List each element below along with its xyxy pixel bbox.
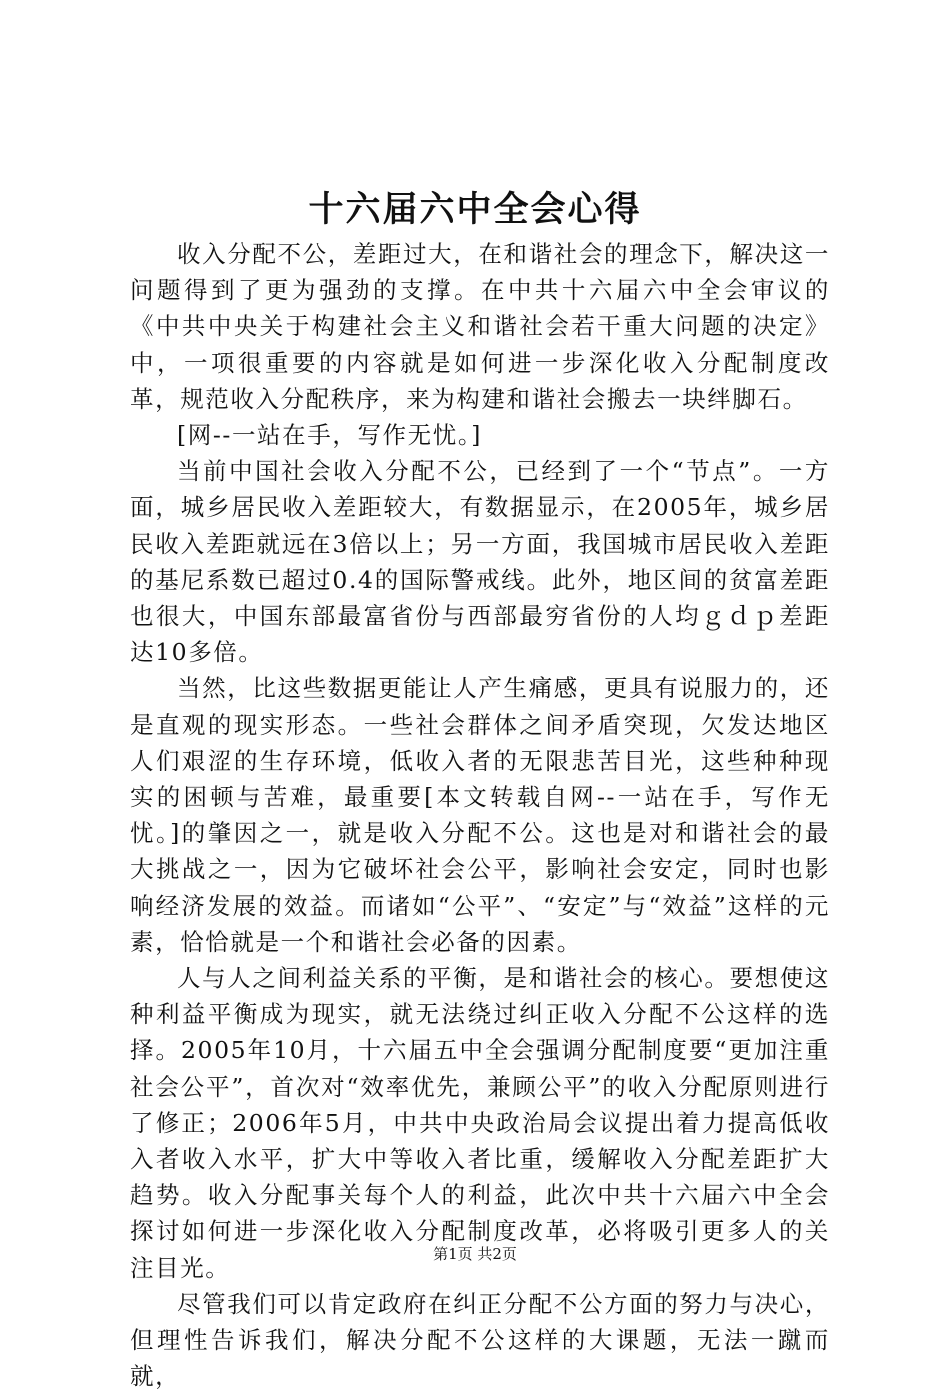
paragraph-source-note: [网--一站在手，写作无忧。]	[177, 421, 482, 450]
paragraph-balance: 人与人之间利益关系的平衡，是和谐社会的核心。要想使这种利益平衡成为现实，就无法绕过纠正收入分配不公这样的选择。2005年10月，十六届五中全会强调分配制度要“更加注重社会公平”，首次对“效率优先，兼顾公平”的收入分配原则进行了修正；2006年5月，中共中央政治局会议提出着力提高低收入者收入水平，扩大中等收入者比重，缓解收入分配差距扩大趋势。收入分配事关每个人的利益，此次中共十六届六中全会探讨如何进一步深化收入分配制度改革，必将吸引更多人的关注目光。	[130, 964, 830, 1282]
page-number-footer: 第1页 共2页	[433, 1245, 517, 1263]
paragraph-conclusion-start: 尽管我们可以肯定政府在纠正分配不公方面的努力与决心，但理性告诉我们，解决分配不公这样的大课题，无法一蹴而就，	[130, 1289, 830, 1391]
document-body	[130, 236, 830, 1395]
paragraph-intro: 收入分配不公，差距过大，在和谐社会的理念下，解决这一问题得到了更为强劲的支撑。在中共十六届六中全会审议的《中共中央关于构建社会主义和谐社会若干重大问题的决定》中，一项很重要的内容就是如何进一步深化收入分配制度改革，规范收入分配秩序，来为构建和谐社会搬去一块绊脚石。	[130, 240, 830, 413]
document-title: 十六届六中全会心得	[308, 189, 642, 230]
paragraph-reality: 当然，比这些数据更能让人产生痛感，更具有说服力的，还是直观的现实形态。一些社会群体之间矛盾突现，欠发达地区人们艰涩的生存环境，低收入者的无限悲苦目光，这些种种现实的困顿与苦难，最重要[本文转载自网--一站在手，写作无忧。]的肇因之一，就是收入分配不公。这也是对和谐社会的最大挑战之一，因为它破坏社会公平，影响社会安定，同时也影响经济发展的效益。而诸如“公平”、“安定”与“效益”这样的元素，恰恰就是一个和谐社会必备的因素。	[130, 674, 830, 956]
paragraph-current-situation: 当前中国社会收入分配不公，已经到了一个“节点”。一方面，城乡居民收入差距较大，有数据显示，在2005年，城乡居民收入差距就远在3倍以上；另一方面，我国城市居民收入差距的基尼系数已超过0.4的国际警戒线。此外，地区间的贫富差距也很大，中国东部最富省份与西部最穷省份的人均ｇｄｐ差距达10多倍。	[130, 457, 830, 667]
